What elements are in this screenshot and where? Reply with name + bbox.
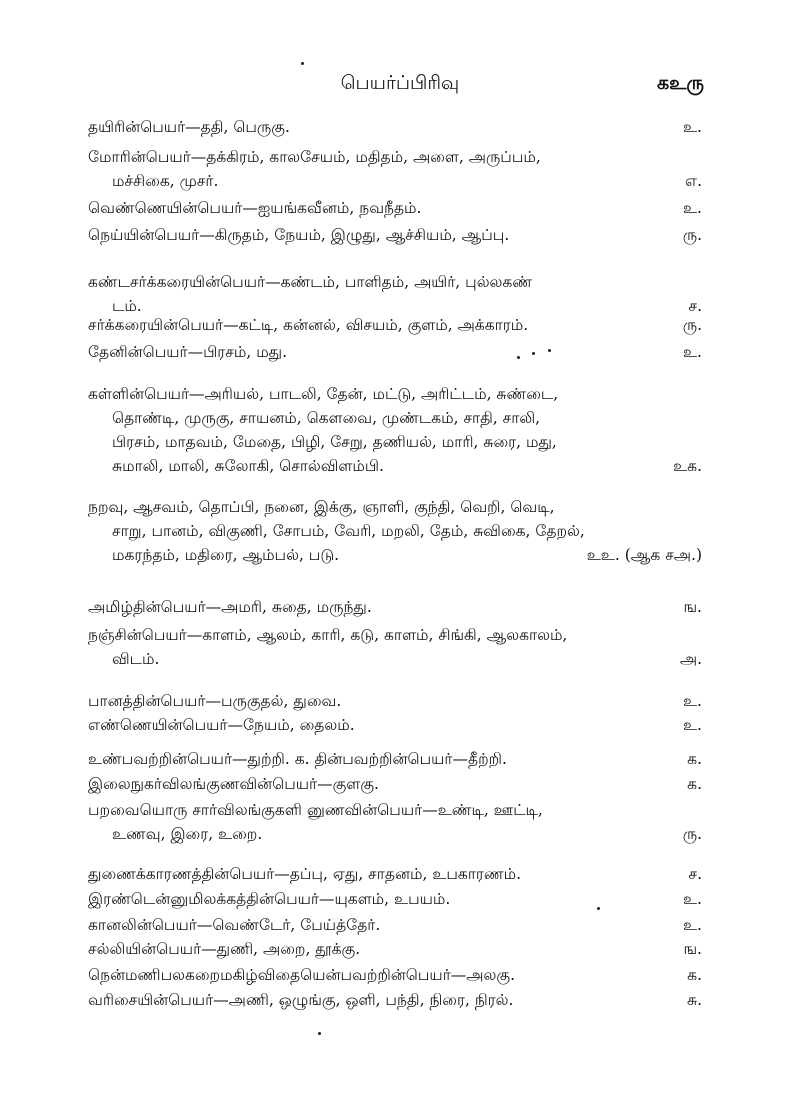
entry-text: விடம். [112, 650, 160, 668]
entry-line [88, 988, 702, 1012]
entry [88, 963, 702, 987]
entry-text: வரிசையின்பெயர்—அணி, ஒழுங்கு, ஒளி, பந்தி, நிரை, நிரல். [88, 991, 514, 1009]
entry-text: சர்க்கரையின்பெயர்—கட்டி, கன்னல், விசயம், குளம், அக்காரம். [88, 316, 529, 334]
entry-text: மச்சிகை, முசர். [112, 172, 219, 190]
entry [88, 772, 702, 796]
entry-text: பானத்தின்பெயர்—பருகுதல், துவை. [88, 692, 342, 710]
entry [88, 196, 702, 220]
entry-count: உ. [683, 199, 702, 217]
entry-line [88, 543, 702, 567]
entry-text: தயிரின்பெயர்—ததி, பெருகு. [88, 118, 290, 136]
entry-line [88, 689, 702, 713]
entry-count: ச. [688, 297, 702, 315]
entry-line [88, 223, 702, 247]
entry [88, 595, 702, 619]
entry-line [88, 963, 702, 987]
entry-text: கள்ளின்பெயர்—அரியல், பாடலி, தேன், மட்டு, அரிட்டம், சுண்டை, [88, 385, 559, 403]
entry [88, 382, 702, 478]
entry-count: ரு. [682, 316, 702, 334]
entry-text: நஞ்சின்பெயர்—காளம், ஆலம், காரி, கடு, காளம், சிங்கி, ஆலகாலம், [88, 626, 568, 644]
entry-line [88, 169, 702, 193]
entry-line [88, 747, 702, 771]
entry-text: சுமாலி, மாலி, சுலோகி, சொல்விளம்பி. [112, 457, 384, 475]
entry-line [88, 772, 702, 796]
entry-line [88, 937, 702, 961]
entry [88, 340, 702, 364]
entry-count: எ. [684, 172, 702, 190]
entry-count: உ. [683, 118, 702, 136]
entry-text: நறவு, ஆசவம், தொப்பி, நனை, இக்கு, ஞாளி, குந்தி, வெறி, வெடி, [88, 498, 555, 516]
entry [88, 937, 702, 961]
entry [88, 862, 702, 886]
entry [88, 988, 702, 1012]
entry-text: மோரின்பெயர்—தக்கிரம், காலசேயம், மதிதம், அளை, அருப்பம், [88, 148, 541, 166]
entry-text: துணைக்காரணத்தின்பெயர்—தப்பு, ஏது, சாதனம், உபகாரணம். [88, 865, 522, 883]
entry-line [88, 430, 702, 454]
entry [88, 887, 702, 911]
entry-line [88, 798, 702, 822]
entry-count: க. [687, 750, 702, 768]
entry-count: உ. [683, 692, 702, 710]
entry-text: டம். [112, 297, 142, 315]
entry-text: நென்மணிபலகறைமகிழ்விதையென்பவற்றின்பெயர்—அலகு. [88, 966, 515, 984]
scan-speck [318, 1032, 321, 1035]
scan-speck [301, 62, 304, 65]
entry [88, 495, 702, 567]
entry-count: உ. [683, 890, 702, 908]
entry-count: க. [687, 775, 702, 793]
entry-line [88, 145, 702, 169]
entry-line [88, 454, 702, 478]
entry-text: சாறு, பானம், விகுணி, சோபம், வேரி, மறலி, தேம், சுவிகை, தேறல், [112, 522, 585, 540]
entry-text: இலைநுகர்விலங்குணவின்பெயர்—குளகு. [88, 775, 379, 793]
entry-text: பறவையொரு சார்விலங்குகளி னுணவின்பெயர்—உண்டி, ஊட்டி, [88, 801, 543, 819]
entry-line [88, 196, 702, 220]
entry-line [88, 713, 702, 737]
entry-count: சு. [686, 991, 702, 1009]
entry [88, 689, 702, 713]
entry-count: உ. [683, 916, 702, 934]
entry-text: உணவு, இரை, உறை. [112, 825, 263, 843]
entry [88, 270, 702, 318]
entry-line [88, 382, 702, 406]
entry-line [88, 595, 702, 619]
page-number: கஉரு [657, 72, 704, 94]
entry-line [88, 270, 702, 294]
entry-count: உ. [683, 716, 702, 734]
entry-text: சல்லியின்பெயர்—துணி, அறை, தூக்கு. [88, 940, 361, 958]
entry-count: ச. [688, 865, 702, 883]
entry-text: இரண்டென்னுமிலக்கத்தின்பெயர்—யுகளம், உபயம். [88, 890, 451, 908]
entry [88, 223, 702, 247]
entry-count: ரு. [682, 825, 702, 843]
entry-text: மகரந்தம், மதிரை, ஆம்பல், படு. [112, 546, 340, 564]
entry-text: எண்ணெயின்பெயர்—நேயம், தைலம். [88, 716, 355, 734]
entry-line [88, 822, 702, 846]
entry-count: உ. [683, 343, 702, 361]
entry-text: நெய்யின்பெயர்—கிருதம், நேயம், இழுது, ஆச்சியம், ஆப்பு. [88, 226, 510, 244]
scan-speck [532, 352, 535, 355]
page-title: பெயர்ப்பிரிவு [340, 72, 460, 94]
entry [88, 713, 702, 737]
entry-count: உஉ. (ஆக சஅ.) [586, 546, 702, 564]
entry-line [88, 862, 702, 886]
entry-line [88, 519, 702, 543]
entry-text: வெண்ணெயின்பெயர்—ஐயங்கவீனம், நவநீதம். [88, 199, 422, 217]
entry [88, 145, 702, 193]
entry-line [88, 647, 702, 671]
entry-count: உக. [673, 457, 702, 475]
scan-speck [548, 349, 551, 352]
entry-text: தொண்டி, முருகு, சாயனம், கௌவை, முண்டகம், சாதி, சாலி, [112, 409, 541, 427]
entry-line [88, 313, 702, 337]
entry-line [88, 340, 702, 364]
entry [88, 115, 702, 139]
entry-text: தேனின்பெயர்—பிரசம், மது. [88, 343, 288, 361]
entry [88, 313, 702, 337]
entry-line [88, 623, 702, 647]
entry-line [88, 495, 702, 519]
entry-text: அமிழ்தின்பெயர்—அமரி, சுதை, மருந்து. [88, 598, 372, 616]
entry-count: அ. [679, 650, 702, 668]
entry-count: ங. [683, 598, 702, 616]
entry-text: கண்டசர்க்கரையின்பெயர்—கண்டம், பாளிதம், அயிர், புல்லகண் [88, 273, 533, 291]
entry-text: கானலின்பெயர்—வெண்டேர், பேய்த்தேர். [88, 916, 381, 934]
entry [88, 623, 702, 671]
entry-line [88, 913, 702, 937]
scan-speck [597, 907, 600, 910]
entry [88, 913, 702, 937]
entry [88, 747, 702, 771]
entry-count: க. [687, 966, 702, 984]
entry-text: பிரசம், மாதவம், மேதை, பிழி, சேறு, தணியல், மாரி, சுரை, மது, [112, 433, 557, 451]
entry-text: உண்பவற்றின்பெயர்—துற்றி. க. தின்பவற்றின்பெயர்—தீற்றி. [88, 750, 507, 768]
scan-speck [517, 356, 520, 359]
entry-count: ரு. [682, 226, 702, 244]
entry-count: ங. [683, 940, 702, 958]
entry-line [88, 115, 702, 139]
entry-line [88, 406, 702, 430]
entry [88, 798, 702, 846]
entry-line [88, 887, 702, 911]
